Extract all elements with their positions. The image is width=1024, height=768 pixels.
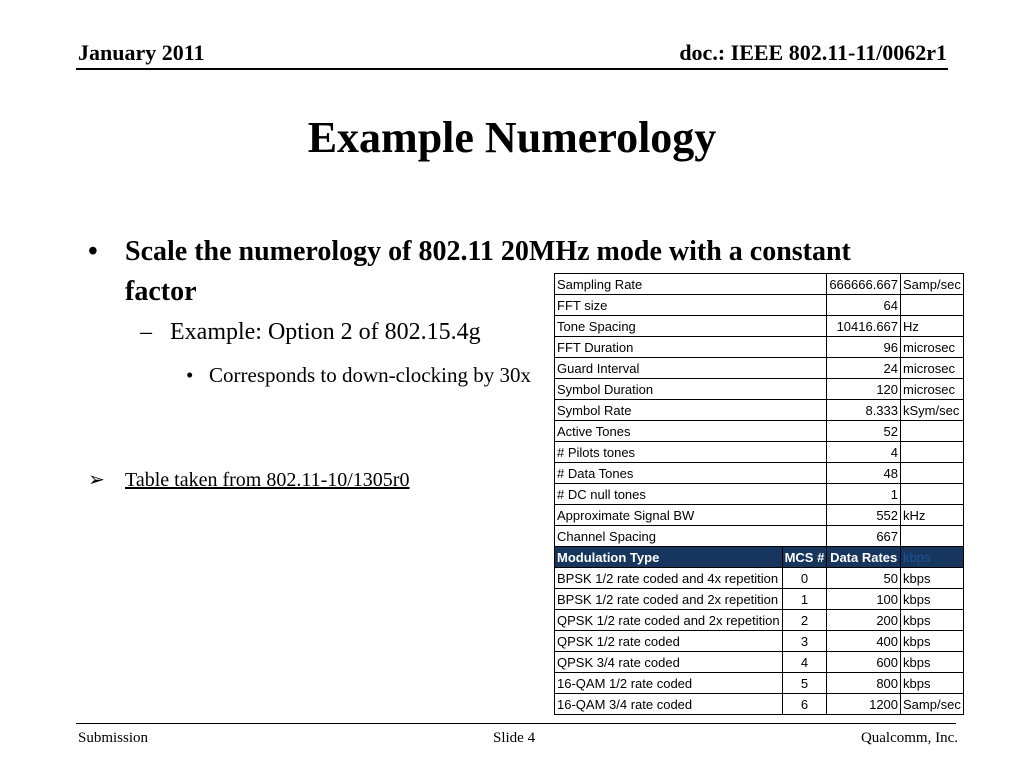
param-name-cell: Symbol Rate [555,400,827,421]
header-date: January 2011 [78,40,205,65]
modulation-cell: QPSK 3/4 rate coded [555,652,783,673]
unit-header: kbps [901,547,964,568]
param-value-cell: 96 [827,337,901,358]
param-value-cell: 8.333 [827,400,901,421]
param-name-cell: Guard Interval [555,358,827,379]
param-name-cell: # Pilots tones [555,442,827,463]
param-name-cell: Symbol Duration [555,379,827,400]
unit-cell: Samp/sec [901,694,964,715]
param-unit-cell: microsec [901,358,964,379]
param-unit-cell: microsec [901,337,964,358]
table-row [555,568,964,589]
table-row [555,316,964,337]
bullet-dot-icon: • [186,363,194,387]
param-name-cell: Channel Spacing [555,526,827,547]
param-name-cell: Tone Spacing [555,316,827,337]
table-row [555,337,964,358]
param-name-cell: Approximate Signal BW [555,505,827,526]
mcs-cell: 6 [782,694,827,715]
unit-cell: kbps [901,589,964,610]
table-row [555,652,964,673]
param-name-cell: FFT size [555,295,827,316]
bullet-level3-text: Corresponds to down-clocking by 30x [209,363,531,387]
param-unit-cell [901,421,964,442]
mcs-cell: 0 [782,568,827,589]
mcs-header: MCS # [782,547,827,568]
modulation-cell: 16-QAM 3/4 rate coded [555,694,783,715]
table-row [555,274,964,295]
table-row [555,505,964,526]
unit-cell: kbps [901,568,964,589]
unit-cell: kbps [901,673,964,694]
data-rate-cell: 1200 [827,694,901,715]
param-name-cell: # DC null tones [555,484,827,505]
table-row [555,421,964,442]
modulation-cell: QPSK 1/2 rate coded and 2x repetition [555,610,783,631]
table-row [555,589,964,610]
param-value-cell: 4 [827,442,901,463]
mcs-cell: 1 [782,589,827,610]
param-unit-cell [901,295,964,316]
data-rate-cell: 100 [827,589,901,610]
param-unit-cell [901,526,964,547]
param-unit-cell [901,484,964,505]
footer-divider [76,723,956,724]
param-value-cell: 52 [827,421,901,442]
table-row [555,631,964,652]
table-row [555,358,964,379]
table-row [555,673,964,694]
param-value-cell: 10416.667 [827,316,901,337]
param-value-cell: 64 [827,295,901,316]
data-rate-cell: 600 [827,652,901,673]
unit-cell: kbps [901,610,964,631]
bullet-dot-icon: • [88,236,98,267]
header-divider [76,68,948,70]
param-name-cell: FFT Duration [555,337,827,358]
header-doc-id: doc.: IEEE 802.11-11/0062r1 [679,40,947,65]
param-unit-cell: microsec [901,379,964,400]
footer-slide-number: Slide 4 [493,730,536,746]
bullet-dash-icon: – [140,319,152,345]
data-rate-cell: 200 [827,610,901,631]
mcs-cell: 4 [782,652,827,673]
modulation-header: Modulation Type [555,547,783,568]
param-value-cell: 666666.667 [827,274,901,295]
bullet-level2-text: Example: Option 2 of 802.15.4g [170,319,481,345]
mcs-cell: 2 [782,610,827,631]
modulation-cell: BPSK 1/2 rate coded and 2x repetition [555,589,783,610]
table-row [555,463,964,484]
table-row [555,379,964,400]
mcs-header-row [555,547,964,568]
param-name-cell: Active Tones [555,421,827,442]
modulation-cell: QPSK 1/2 rate coded [555,631,783,652]
param-name-cell: # Data Tones [555,463,827,484]
numerology-table [554,273,964,715]
modulation-cell: 16-QAM 1/2 rate coded [555,673,783,694]
bullet-link [88,466,410,494]
param-unit-cell [901,442,964,463]
slide-title: Example Numerology [307,113,717,162]
modulation-cell: BPSK 1/2 rate coded and 4x repetition [555,568,783,589]
param-value-cell: 667 [827,526,901,547]
bullet-level3 [186,360,531,390]
table-row [555,694,964,715]
bullet-level2 [140,317,481,347]
param-unit-cell: kSym/sec [901,400,964,421]
footer-company: Qualcomm, Inc. [860,730,958,746]
param-unit-cell: Samp/sec [901,274,964,295]
param-unit-cell: Hz [901,316,964,337]
data-rate-cell: 50 [827,568,901,589]
source-link[interactable]: Table taken from 802.11-10/1305r0 [125,469,410,491]
table-row [555,526,964,547]
unit-cell: kbps [901,652,964,673]
data-rate-cell: 800 [827,673,901,694]
table-row [555,400,964,421]
param-unit-cell: kHz [901,505,964,526]
param-name-cell: Sampling Rate [555,274,827,295]
data-rate-header: Data Rates [827,547,901,568]
table-row [555,442,964,463]
table-row [555,295,964,316]
bullet-level1-text: Scale the numerology of 802.11 20MHz mode with a constant factor [125,236,851,307]
param-value-cell: 48 [827,463,901,484]
param-value-cell: 24 [827,358,901,379]
param-value-cell: 1 [827,484,901,505]
param-unit-cell [901,463,964,484]
table-row [555,484,964,505]
param-value-cell: 120 [827,379,901,400]
mcs-cell: 5 [782,673,827,694]
footer-submission: Submission [78,730,149,746]
data-rate-cell: 400 [827,631,901,652]
arrow-bullet-icon: ➢ [88,469,105,491]
table-row [555,610,964,631]
param-value-cell: 552 [827,505,901,526]
mcs-cell: 3 [782,631,827,652]
unit-cell: kbps [901,631,964,652]
